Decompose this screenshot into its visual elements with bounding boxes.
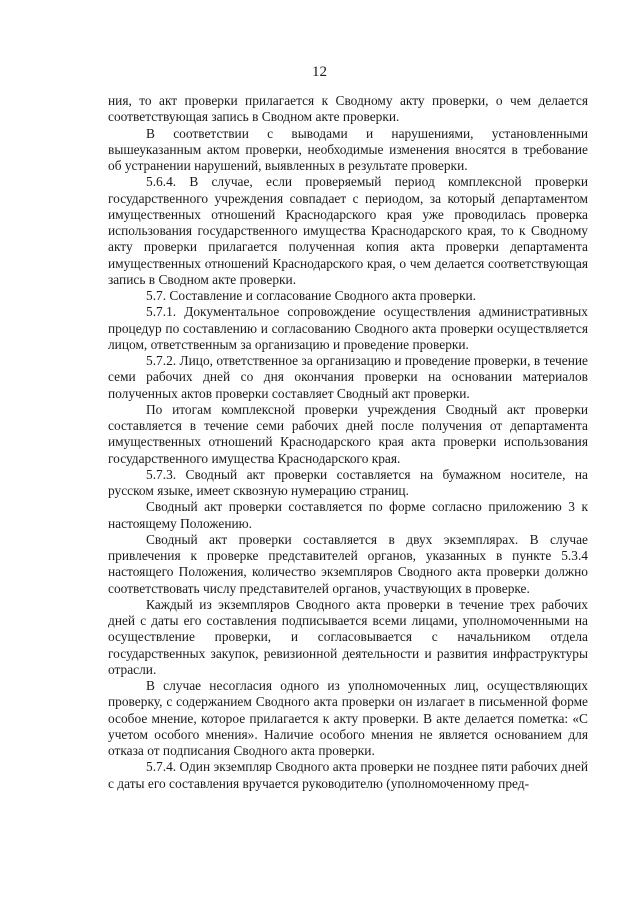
paragraph-continuation: ния, то акт проверки прилагается к Сводному акту проверки, о чем делается соответствующая запись в Сводном акте проверки.	[108, 93, 588, 125]
page-number: 12	[312, 64, 327, 80]
paragraph-5-7-4: 5.7.4. Один экземпляр Сводного акта проверки не позднее пяти рабочих дней с даты его составления вручается руководителю (уполномоченному пред-	[108, 759, 588, 791]
paragraph-corrections: В соответствии с выводами и нарушениями, установленными вышеуказанным актом проверки, необходимые изменения вносятся в требование об устранении нарушений, выявленных в результате проверки.	[108, 125, 588, 173]
section-heading-5-7: 5.7. Составление и согласование Сводного акта проверки.	[146, 288, 477, 303]
paragraph-signing: Каждый из экземпляров Сводного акта проверки в течение трех рабочих дней с даты его составления подписывается всеми лицами, уполномоченными на осуществление проверки, и согласовывается с начальником отдела государственных закупок, ревизионной деятельности и развития инфраструктуры отрасли.	[108, 596, 588, 677]
paragraph-dissent: В случае несогласия одного из уполномоченных лиц, осуществляющих проверку, с содержанием Сводного акта проверки он излагает в письменной форме особое мнение, которое прилагается к акту проверки. В акте делается пометка: «С учетом особого мнения». Наличие особого мнения не является основанием для отказа от подписания Сводного акта проверки.	[108, 678, 588, 758]
paragraph-complex-check: По итогам комплексной проверки учреждения Сводный акт проверки составляется в течение семи рабочих дней после получения от департамента имущественных отношений Краснодарского края акта проверки использования государственного имущества Краснодарского края.	[108, 401, 588, 466]
paragraph-copies: Сводный акт проверки составляется в двух экземплярах. В случае привлечения к проверке представителей органов, указанных в пункте 5.3.4 настоящего Положения, количество экземпляров Сводного акта проверки должно соответствовать числу представителей органов, участвующих в проверке.	[108, 531, 588, 596]
paragraph-5-7-3: 5.7.3. Сводный акт проверки составляется на бумажном носителе, на русском языке, имеет сквозную нумерацию страниц.	[108, 466, 588, 498]
paragraph-form-appendix: Сводный акт проверки составляется по форме согласно приложению 3 к настоящему Положению.	[108, 499, 588, 531]
paragraph-5-7-1: 5.7.1. Документальное сопровождение осуществления административных процедур по составлению и согласованию Сводного акта проверки осуществляется лицом, ответственным за организацию и проведение проверки.	[108, 304, 588, 352]
document-body	[108, 93, 588, 792]
paragraph-5-7-2: 5.7.2. Лицо, ответственное за организацию и проведение проверки, в течение семи рабочих дней со дня окончания проверки на основании материалов полученных актов проверки составляет Сводный акт проверки.	[108, 353, 588, 401]
paragraph-5-6-4: 5.6.4. В случае, если проверяемый период комплексной проверки государственного учреждения совпадает с периодом, за который департаментом имущественных отношений Краснодарского края уже проводилась проверка использования государственного имущества Краснодарского края, то к Сводному акту проверки прилагается полученная копия акта проверки департамента имущественных отношений Краснодарского края, о чем делается соответствующая запись в Сводном акте проверки.	[108, 174, 588, 287]
